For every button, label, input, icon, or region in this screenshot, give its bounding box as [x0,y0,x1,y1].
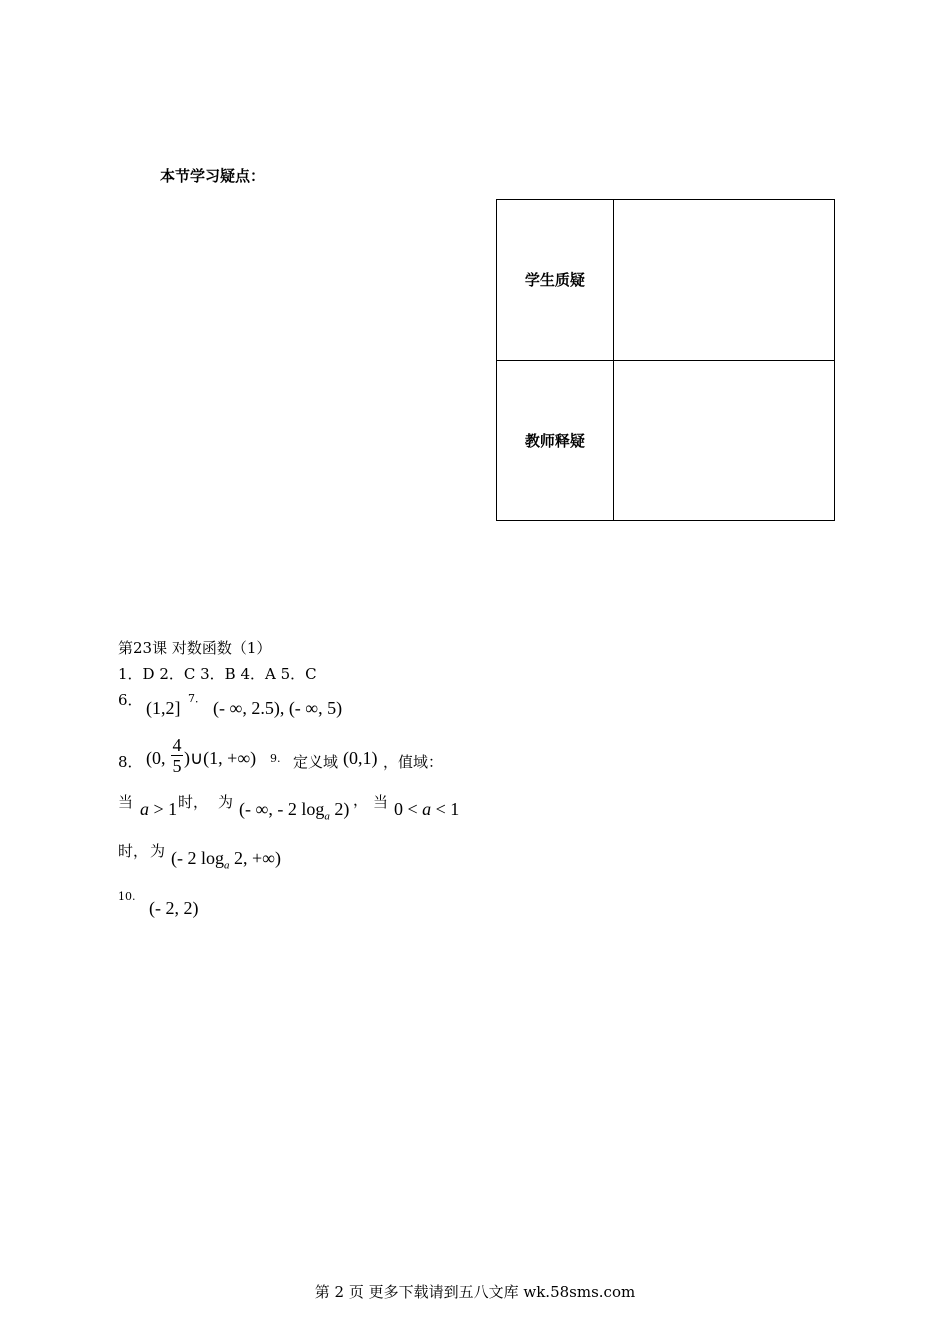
q8-fraction-numerator: 4 [172,735,182,755]
section-heading: 本节学习疑点： [160,167,266,185]
qa-table [496,199,835,521]
q9-number: 9. [270,752,281,765]
teacher-answer-label: 教师释疑 [497,360,614,521]
q8-fraction-denominator: 5 [172,756,182,776]
teacher-answer-cell [613,360,834,521]
q6-answer: (1,2] [146,698,181,718]
q8-fraction [171,736,183,775]
range-1: (- ∞, - 2 $\log_a 2$) [239,799,350,823]
when-label-2: 当 [373,793,389,811]
shi-label-1: 时， [178,793,209,811]
q8-answer-left: (0, [146,748,166,768]
q10-number: 10. [118,890,136,903]
condition-1: a > 1 [140,799,178,819]
student-question-cell [613,200,834,361]
table-row [497,360,835,521]
student-question-label: 学生质疑 [497,200,614,361]
condition-2: 0 < a < 1 [394,799,460,819]
shi-label-2: 时， [118,842,149,860]
q8-answer-right: )∪(1, +∞) [184,748,257,768]
range-2: (- 2 $\log_a 2$, +∞) [171,848,281,872]
lesson-title: 第23课 对数函数（1） [118,639,272,657]
q10-answer: (- 2, 2) [149,898,199,918]
q9-domain: (0,1) [343,748,378,768]
q9-text-range: ，值域： [383,753,444,771]
q6-number: 6． [118,691,143,709]
wei-label-2: 为 [150,842,166,860]
page-footer: 第 2 页 更多下载请到五八文库 wk.58sms.com [314,1283,636,1301]
q9-text: 定义域 [293,753,339,771]
comma-1: ， [353,791,369,809]
q7-answer: (- ∞, 2.5), (- ∞, 5) [213,698,343,718]
table-row [497,200,835,361]
when-label-1: 当 [118,793,134,811]
q8-number: 8． [118,753,143,771]
choice-answers: 1．D 2．C 3．B 4．A 5．C [118,665,317,683]
wei-label-1: 为 [218,793,234,811]
q7-number: 7． [188,692,206,705]
